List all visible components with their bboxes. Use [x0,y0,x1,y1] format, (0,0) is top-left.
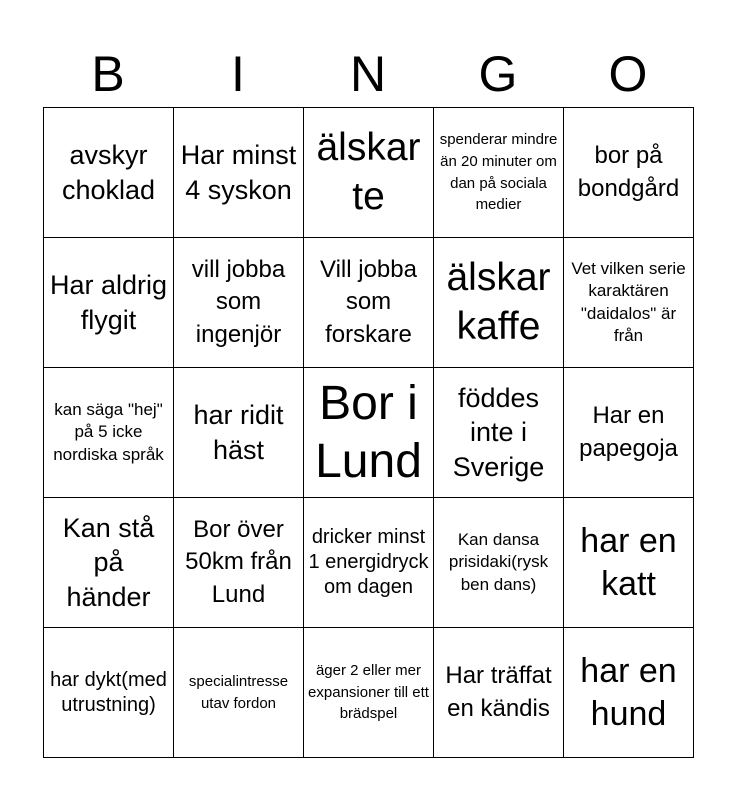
bingo-cell[interactable] [304,238,434,368]
bingo-header [43,40,693,108]
bingo-cell[interactable] [174,108,304,238]
header-letter-b: B [91,46,125,102]
cell-text: Har träffat en kändis [445,662,552,722]
bingo-cell[interactable] [304,368,434,498]
bingo-cell[interactable] [564,108,694,238]
cell-text: Vill jobba som forskare [320,255,417,348]
bingo-cell[interactable] [174,238,304,368]
bingo-cell[interactable] [174,498,304,628]
header-letter-n: N [349,46,387,102]
bingo-cell[interactable] [434,108,564,238]
cell-text: Kan dansa prisidaki(rysk ben dans) [448,529,549,594]
bingo-cell[interactable] [44,108,174,238]
bingo-cell[interactable] [564,628,694,758]
bingo-cell[interactable] [564,498,694,628]
cell-text: Kan stå på händer [62,512,155,612]
header-letter-o: O [608,46,648,102]
cell-text: föddes inte i Sverige [452,382,545,482]
bingo-card [43,107,694,758]
cell-text: Bor över 50km från Lund [185,515,292,608]
bingo-cell[interactable] [434,238,564,368]
bingo-cell[interactable] [44,628,174,758]
cell-text: har dykt(med utrustning) [50,668,167,716]
bingo-cell[interactable] [174,368,304,498]
cell-text: älskar kaffe [446,255,551,348]
cell-text: bor på bondgård [577,142,680,202]
cell-text: äger 2 eller mer expansioner till ett brädspel [308,661,429,723]
cell-text: avskyr choklad [61,139,156,205]
bingo-cell[interactable] [564,238,694,368]
cell-text: Bor i Lund [315,376,422,488]
cell-text: har en katt [580,522,677,603]
bingo-cell[interactable] [434,368,564,498]
bingo-cell[interactable] [174,628,304,758]
bingo-cell[interactable] [304,498,434,628]
header-letter-g: G [478,46,518,102]
cell-text: kan säga "hej" på 5 icke nordiska språk [53,399,164,464]
cell-text: vill jobba som ingenjör [191,255,286,348]
cell-text: har en hund [580,652,677,733]
cell-text: Vet vilken serie karaktären "daidalos" är från [571,258,686,345]
bingo-cell[interactable] [44,238,174,368]
cell-text: Har aldrig flygit [49,269,168,335]
bingo-cell[interactable] [434,498,564,628]
header-letter-i: I [231,46,245,102]
bingo-cell[interactable] [44,368,174,498]
bingo-cell[interactable] [304,628,434,758]
cell-text: har ridit häst [193,399,284,465]
cell-text: specialintresse utav fordon [188,672,289,712]
cell-text: spenderar mindre än 20 minuter om dan på sociala medier [439,131,558,214]
bingo-cell[interactable] [434,628,564,758]
cell-text: Har minst 4 syskon [180,139,297,205]
bingo-cell[interactable] [44,498,174,628]
bingo-cell[interactable] [304,108,434,238]
cell-text: älskar te [316,125,421,218]
bingo-cell[interactable] [564,368,694,498]
cell-text: Har en papegoja [579,402,678,462]
cell-text: dricker minst 1 energidryck om dagen [308,526,429,598]
